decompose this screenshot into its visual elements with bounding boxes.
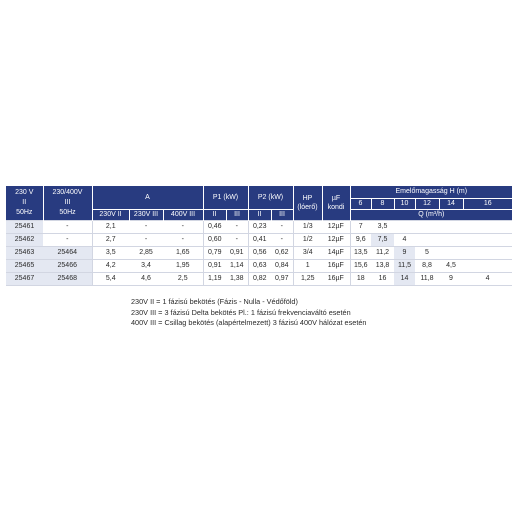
cell-p1: 0,91 — [226, 247, 248, 260]
header-text: kondi — [327, 204, 345, 211]
cell-p2: 0,82 — [248, 273, 271, 286]
cell-p2: 0,97 — [271, 273, 293, 286]
pump-spec-table — [6, 186, 512, 286]
cell-capacitor: 16µF — [322, 273, 350, 286]
cell-p1: 0,46 — [203, 221, 226, 234]
cell-hp: 1 — [293, 260, 322, 273]
col-header-p2-sub: III — [271, 210, 293, 221]
cell-p1: 0,60 — [203, 234, 226, 247]
col-header-p1-sub: III — [226, 210, 248, 221]
header-text: III — [64, 199, 71, 206]
cell-p2: 0,84 — [271, 260, 293, 273]
cell-code-3ph: 25464 — [43, 247, 92, 260]
table-row — [6, 234, 512, 247]
cell-current: 1,95 — [163, 260, 203, 273]
cell-current: 2,5 — [163, 273, 203, 286]
table-body — [6, 221, 512, 286]
cell-hp: 1,25 — [293, 273, 322, 286]
cell-code-1ph: 25465 — [6, 260, 43, 273]
col-header-p1: P1 (kW) — [203, 186, 248, 210]
table-header — [6, 186, 512, 221]
cell-current: 2,7 — [92, 234, 129, 247]
cell-p1: 1,14 — [226, 260, 248, 273]
header-text: 50Hz — [16, 209, 33, 216]
header-text: (lóerő) — [297, 204, 318, 211]
cell-current: 4,6 — [129, 273, 163, 286]
table-row — [6, 221, 512, 234]
cell-p1: 1,38 — [226, 273, 248, 286]
header-text: 230 V — [15, 189, 34, 196]
cell-flow: 18 — [350, 273, 371, 286]
header-text: 230/400V — [52, 189, 83, 196]
col-header-height: 16 — [463, 199, 512, 210]
cell-flow — [439, 247, 463, 260]
cell-current: 4,2 — [92, 260, 129, 273]
col-header-a-sub: 230V II — [92, 210, 129, 221]
cell-code-1ph: 25461 — [6, 221, 43, 234]
cell-flow: 15,6 — [350, 260, 371, 273]
cell-capacitor: 14µF — [322, 247, 350, 260]
col-header-p2-sub: II — [248, 210, 271, 221]
col-header-p1-sub: II — [203, 210, 226, 221]
cell-current: 3,5 — [92, 247, 129, 260]
cell-current: - — [129, 221, 163, 234]
col-header-230v-ii — [6, 186, 43, 221]
cell-flow: 4,5 — [439, 260, 463, 273]
col-header-height: 14 — [439, 199, 463, 210]
footnote: 230V II = 1 fázisú bekötés (Fázis - Nulla - Védőföld) — [131, 297, 298, 306]
col-header-height: 12 — [415, 199, 439, 210]
header-text: µF — [331, 195, 341, 202]
cell-current: - — [163, 234, 203, 247]
cell-p2: 0,56 — [248, 247, 271, 260]
cell-p2: - — [271, 234, 293, 247]
cell-flow: 13,8 — [371, 260, 394, 273]
cell-current: 1,65 — [163, 247, 203, 260]
col-header-hp — [293, 186, 322, 221]
cell-hp: 1/3 — [293, 221, 322, 234]
cell-flow: 9 — [439, 273, 463, 286]
table-row — [6, 273, 512, 286]
cell-p1: 1,19 — [203, 273, 226, 286]
col-header-head: Emelőmagasság H (m) — [350, 186, 512, 199]
cell-p2: 0,41 — [248, 234, 271, 247]
col-header-current: A — [92, 186, 203, 210]
cell-flow: 7 — [350, 221, 371, 234]
cell-flow — [439, 221, 463, 234]
cell-flow — [415, 234, 439, 247]
cell-flow: 5 — [415, 247, 439, 260]
cell-flow: 8,8 — [415, 260, 439, 273]
cell-p2: 0,63 — [248, 260, 271, 273]
table-row — [6, 260, 512, 273]
cell-p2: - — [271, 221, 293, 234]
cell-flow: 9,6 — [350, 234, 371, 247]
cell-p1: - — [226, 221, 248, 234]
cell-capacitor: 12µF — [322, 221, 350, 234]
cell-current: - — [129, 234, 163, 247]
cell-flow — [394, 221, 415, 234]
footnote: 230V III = 3 fázisú Delta bekötés Pl.: 1 fázisú frekvenciaváltó esetén — [131, 307, 351, 317]
cell-current: 3,4 — [129, 260, 163, 273]
cell-hp: 1/2 — [293, 234, 322, 247]
col-header-height: 8 — [371, 199, 394, 210]
cell-current: 2,85 — [129, 247, 163, 260]
cell-capacitor: 16µF — [322, 260, 350, 273]
cell-code-3ph: - — [43, 234, 92, 247]
header-text: 50Hz — [59, 209, 76, 216]
cell-current: - — [163, 221, 203, 234]
cell-flow — [463, 260, 512, 273]
col-header-height: 10 — [394, 199, 415, 210]
cell-flow: 16 — [371, 273, 394, 286]
cell-flow: 4 — [463, 273, 512, 286]
cell-flow: 13,5 — [350, 247, 371, 260]
cell-flow: 7,5 — [371, 234, 394, 247]
cell-flow: 11,5 — [394, 260, 415, 273]
cell-flow — [463, 234, 512, 247]
col-header-a-sub: 400V III — [163, 210, 203, 221]
col-header-capacitor — [322, 186, 350, 221]
cell-code-1ph: 25463 — [6, 247, 43, 260]
cell-code-3ph: 25466 — [43, 260, 92, 273]
cell-p2: 0,23 — [248, 221, 271, 234]
col-header-a-sub: 230V III — [129, 210, 163, 221]
cell-p1: 0,79 — [203, 247, 226, 260]
cell-flow: 11,2 — [371, 247, 394, 260]
cell-flow — [463, 221, 512, 234]
cell-p1: 0,91 — [203, 260, 226, 273]
col-header-230-400v-iii — [43, 186, 92, 221]
table-row — [6, 247, 512, 260]
cell-code-1ph: 25467 — [6, 273, 43, 286]
cell-flow — [439, 234, 463, 247]
col-header-flow: Q (m³/h) — [350, 210, 512, 221]
col-header-height: 6 — [350, 199, 371, 210]
cell-flow: 4 — [394, 234, 415, 247]
cell-flow: 3,5 — [371, 221, 394, 234]
cell-flow: 9 — [394, 247, 415, 260]
cell-flow — [463, 247, 512, 260]
cell-p2: 0,62 — [271, 247, 293, 260]
cell-hp: 3/4 — [293, 247, 322, 260]
header-text: HP — [302, 195, 313, 202]
col-header-p2: P2 (kW) — [248, 186, 293, 210]
footnotes — [131, 297, 366, 329]
cell-code-1ph: 25462 — [6, 234, 43, 247]
cell-current: 2,1 — [92, 221, 129, 234]
cell-flow: 11,8 — [415, 273, 439, 286]
cell-flow: 14 — [394, 273, 415, 286]
cell-flow — [415, 221, 439, 234]
cell-capacitor: 12µF — [322, 234, 350, 247]
footnote: 400V III = Csillag bekötés (alapértelmezett) 3 fázisú 400V hálózat esetén — [131, 318, 367, 328]
cell-p1: - — [226, 234, 248, 247]
header-text: II — [22, 199, 27, 206]
cell-code-3ph: 25468 — [43, 273, 92, 286]
cell-code-3ph: - — [43, 221, 92, 234]
cell-current: 5,4 — [92, 273, 129, 286]
